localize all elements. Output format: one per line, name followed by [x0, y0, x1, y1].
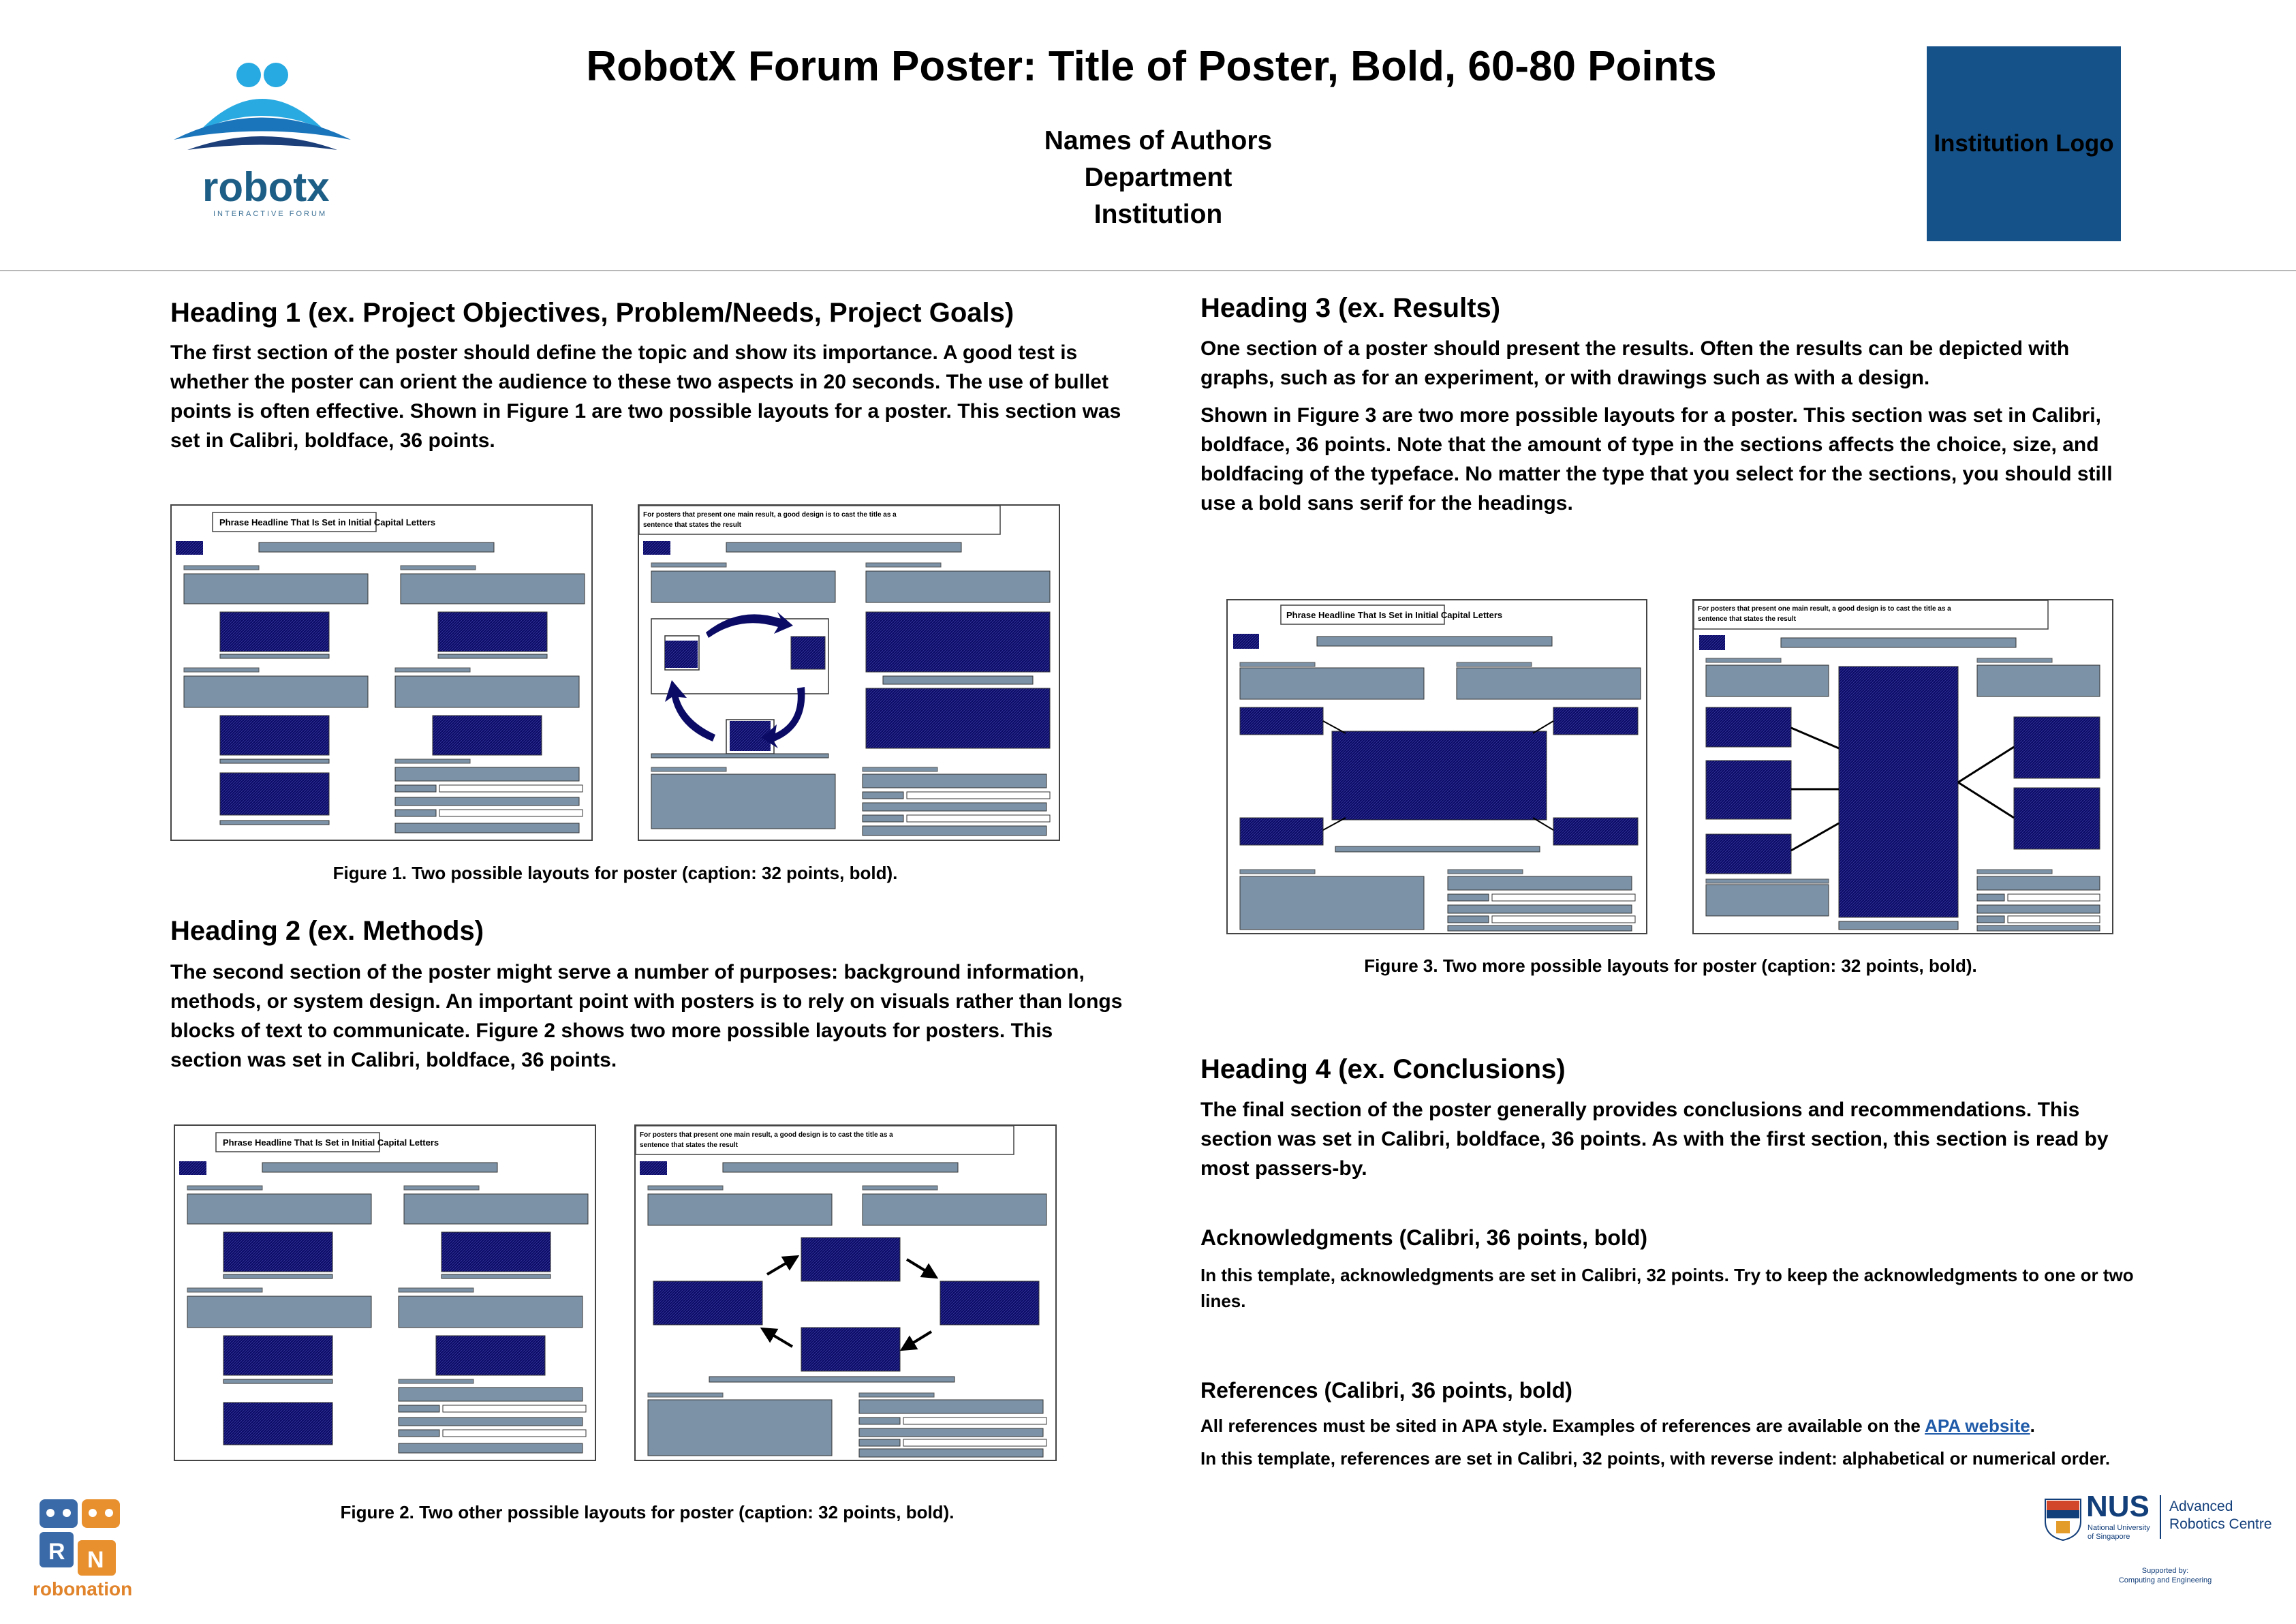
robotx-tagline: INTERACTIVE FORUM: [213, 210, 328, 218]
heading-4: Heading 4 (ex. Conclusions): [1200, 1054, 1566, 1084]
heading-1: Heading 1 (ex. Project Objectives, Problem/Needs, Project Goals): [170, 298, 1014, 328]
mini-sentence-2: sentence that states the result: [643, 521, 741, 529]
department: Department: [1084, 163, 1232, 192]
figure-1: [170, 503, 1060, 842]
acknowledgments-text: In this template, acknowledgments are set in Calibri, 32 points. Try to keep the acknowledgments to one or two lines.: [1200, 1265, 2134, 1311]
robotx-logo: [160, 55, 364, 225]
references-text-1-pre: All references must be sited in APA style. Examples of references are available on the: [1200, 1415, 1925, 1436]
poster-title: RobotX Forum Poster: Title of Poster, Bold, 60-80 Points: [586, 43, 1717, 90]
robotx-name: robotx: [202, 164, 330, 210]
mini-sentence-1: For posters that present one main result, a good design is to cast the title as a: [643, 511, 897, 519]
section-2-text: The second section of the poster might serve a number of purposes: background information, methods, or system design. An important point with posters is to rely on visuals rather than longs blocks of text to communicate. Figure 2 shows two more possible layouts for posters. This section was set in Calibri, boldface, 36 points.: [170, 961, 1123, 1071]
mini-sentence-1: For posters that present one main result, a good design is to cast the title as a: [1698, 605, 1951, 613]
robonation-letter-n: N: [87, 1547, 104, 1573]
acknowledgments-heading: Acknowledgments (Calibri, 36 points, bold): [1200, 1225, 1648, 1250]
section-4-body: [1200, 1095, 2141, 1191]
references-text-1: [1200, 1413, 2141, 1439]
section-1-body: [170, 338, 1124, 463]
nus-name: NUS: [2086, 1490, 2150, 1523]
section-1-text: The first section of the poster should define the topic and show its importance. A good test is whether the poster can orient the audience to these two aspects in 20 seconds. The use of bullet points is often effective. Shown in Figure 1 are two possible layouts for a poster. This section was set in Calibri, boldface, 36 points.: [170, 341, 1121, 452]
references-body: [1200, 1413, 2141, 1478]
robonation-letter-r: R: [48, 1539, 65, 1565]
mini-headline: Phrase Headline That Is Set in Initial Capital Letters: [223, 1137, 439, 1148]
mini-sentence-1: For posters that present one main result, a good design is to cast the title as a: [640, 1131, 893, 1139]
apa-website-link[interactable]: APA website: [1925, 1415, 2030, 1436]
figure-1-caption: Figure 1. Two possible layouts for poster (caption: 32 points, bold).: [332, 863, 898, 883]
references-text-1-post: .: [2030, 1415, 2035, 1436]
mini-sentence-2: sentence that states the result: [1698, 615, 1796, 623]
section-3-text-2: Shown in Figure 3 are two more possible layouts for a poster. This section was set in Calibri, boldface, 36 points. Note that the amount of type in the sections affects the choice, size, and boldfacing of the typeface. No matter the type that you select for the sections, you should still use a bold sans serif for the headings.: [1200, 404, 2113, 515]
figure-2: [174, 1123, 1064, 1465]
nus-line-2: of Singapore: [2088, 1533, 2130, 1541]
section-3-body: [1200, 334, 2141, 526]
arc-line-1: Advanced: [2169, 1499, 2233, 1514]
supported-by: [2083, 1566, 2247, 1585]
figure-3: [1226, 598, 2113, 936]
figure-3-caption: Figure 3. Two more possible layouts for poster (caption: 32 points, bold).: [1364, 955, 1977, 976]
heading-3: Heading 3 (ex. Results): [1200, 293, 1501, 323]
robonation-name: robonation: [33, 1578, 133, 1599]
acknowledgments-body: [1200, 1262, 2141, 1321]
supported-line-2: Computing and Engineering: [2118, 1576, 2212, 1584]
robonation-logo: [27, 1484, 133, 1600]
nus-subtitle: [2088, 1524, 2150, 1542]
supported-line-1: Supported by:: [2141, 1567, 2189, 1575]
institution: Institution: [1093, 200, 1223, 229]
figure-1-layout-b: [638, 505, 1059, 840]
figure-2-layout-b: [635, 1125, 1056, 1460]
robotx-wave-icon: [160, 55, 364, 164]
nus-crest-icon: [2043, 1497, 2083, 1542]
references-heading: References (Calibri, 36 points, bold): [1200, 1378, 1572, 1403]
figure-3-layout-a: [1227, 600, 1647, 934]
nus-arc-logo: [2043, 1491, 2274, 1587]
mini-headline: Phrase Headline That Is Set in Initial Capital Letters: [1286, 610, 1503, 620]
arc-line-2: Robotics Centre: [2169, 1516, 2272, 1532]
institution-logo-label: Institution Logo: [1934, 130, 2114, 157]
figure-2-layout-a: [174, 1125, 595, 1460]
author-block: [818, 123, 1499, 233]
robonation-robots-icon: [27, 1484, 129, 1576]
figure-2-caption: Figure 2. Two other possible layouts for poster (caption: 32 points, bold).: [340, 1502, 955, 1522]
mini-headline: Phrase Headline That Is Set in Initial Capital Letters: [219, 517, 436, 527]
section-3-text-1: One section of a poster should present the results. Often the results can be depicted with graphs, such as for an experiment, or with drawings such as with a design.: [1200, 337, 2070, 389]
section-2-body: [170, 957, 1124, 1083]
nus-line-1: National University: [2088, 1524, 2150, 1532]
heading-2: Heading 2 (ex. Methods): [170, 916, 484, 946]
nus-divider: [2160, 1495, 2161, 1539]
arc-name: [2169, 1498, 2272, 1533]
figure-1-layout-a: [171, 505, 592, 840]
header-divider: [0, 270, 2296, 271]
references-text-2: In this template, references are set in Calibri, 32 points, with reverse indent: alphabetical or numerical order.: [1200, 1448, 2111, 1469]
authors: Names of Authors: [1044, 126, 1273, 155]
mini-sentence-2: sentence that states the result: [640, 1142, 738, 1149]
institution-logo-placeholder: [1927, 46, 2121, 241]
figure-3-layout-b: [1693, 600, 2113, 934]
section-4-text: The final section of the poster generally provides conclusions and recommendations. This section was set in Calibri, boldface, 36 points. As with the first section, this section is read by most passers-by.: [1200, 1099, 2109, 1180]
